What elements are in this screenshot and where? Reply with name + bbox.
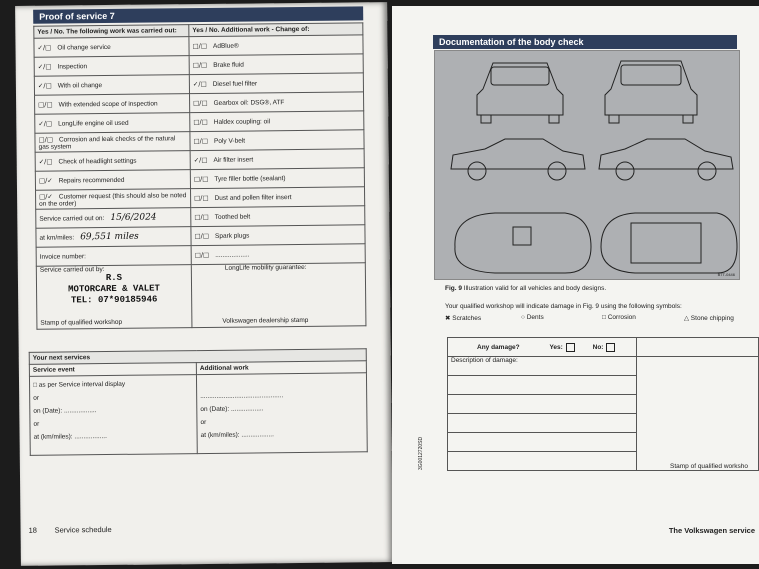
page-label: Service schedule (54, 524, 112, 535)
car-outlines (435, 51, 739, 279)
description-line[interactable] (448, 376, 637, 395)
figure-caption: Fig. 9 Illustration valid for all vehicles and body designs. (445, 285, 607, 292)
additional-item: ✓/□ Air filter insert (190, 149, 364, 170)
description-line[interactable] (448, 452, 637, 471)
yes-checkbox[interactable] (566, 343, 575, 352)
work-item: □/✓ Customer request (this should also be noted on the order) (36, 189, 191, 210)
next-services-table (29, 348, 368, 456)
symbol-corrosion: □ Corrosion (602, 314, 636, 321)
work-item: □/□ Corrosion and leak checks of the natural gas system (35, 132, 190, 153)
work-item: ✓/□ Oil change service (34, 37, 189, 58)
additional-item: □/□ AdBlue® (189, 35, 363, 56)
work-checkbox[interactable]: ✓/□ (37, 81, 52, 90)
symbol-dents: ○ Dents (521, 314, 544, 321)
col-right-header: Yes / No. Additional work - Change of: (189, 23, 363, 37)
work-checkbox[interactable]: □/✓ (39, 192, 53, 201)
stamp-cell: Stamp of qualified worksho (637, 357, 759, 471)
work-item: □/✓ Repairs recommended (35, 170, 190, 191)
additional-item: □/□ Gearbox oil: DSG®, ATF (190, 92, 364, 113)
additional-checkbox[interactable]: □/□ (193, 117, 208, 127)
additional-checkbox[interactable]: □/□ (192, 60, 208, 70)
additional-checkbox[interactable]: □/□ (193, 98, 208, 108)
damage-table (447, 337, 759, 471)
body-check-title: Documentation of the body check (433, 35, 737, 49)
proof-of-service-title: Proof of service 7 (33, 6, 363, 23)
work-item: ✓/□ LongLife engine oil used (35, 113, 190, 134)
left-page (15, 2, 393, 566)
additional-item: □/□ Haldex coupling: oil (190, 111, 364, 132)
work-item: ✓/□ With oil change (34, 75, 189, 96)
next-services-title: Your next services (29, 349, 366, 365)
any-damage-row: Any damage? Yes: No: (448, 338, 637, 357)
mileage: 69,551 miles (80, 231, 139, 243)
extra-row: □/□ Spark plugs (191, 225, 365, 246)
extra-row: □/□ Toothed belt (191, 206, 365, 227)
work-checkbox[interactable]: ✓/□ (37, 62, 52, 71)
description-line[interactable] (448, 414, 637, 433)
additional-checkbox[interactable]: □/□ (194, 193, 209, 203)
page-number: 18 (28, 525, 37, 535)
carried-out-by-cell: Service carried out by: R.S MOTORCARE & VALET TEL: 07*90185946 Stamp of qualified workshop (36, 265, 192, 330)
carried-out-on-cell: Service carried out on: 15/6/2024 (36, 208, 191, 229)
workshop-stamp: R.S MOTORCARE & VALET TEL: 07*90185946 (68, 272, 161, 306)
vehicle-diagram (434, 50, 740, 280)
car-top-view (455, 213, 591, 273)
additional-checkbox[interactable]: □/□ (192, 41, 208, 51)
additional-item: □/□ Poly V-belt (190, 130, 364, 151)
work-checkbox[interactable]: □/□ (38, 135, 54, 144)
additional-item: □/□ Dust and pollen filter insert (191, 187, 365, 208)
car-rear-view (477, 63, 563, 115)
right-footer: The Volkswagen service (668, 526, 755, 535)
additional-work-header: Additional work (196, 361, 366, 375)
additional-checkbox[interactable]: ✓/□ (192, 79, 207, 89)
description-line[interactable] (448, 433, 637, 452)
col-left-header: Yes / No. The following work was carried out: (34, 25, 189, 39)
car-front-view (605, 61, 697, 115)
longlife-cell: LongLife mobility guarantee: Volkswagen dealership stamp (191, 263, 366, 328)
damage-instruction: Your qualified workshop will indicate damage in Fig. 9 using the following symbols: (445, 303, 682, 310)
symbol-scratches: ✖ Scratches (445, 315, 482, 322)
additional-item: □/□ Brake fluid (189, 54, 363, 75)
additional-item: ✓/□ Diesel fuel filter (189, 73, 363, 94)
work-item: ✓/□ Inspection (34, 56, 189, 77)
figure-code: B7T-0446 (717, 272, 735, 277)
work-checkbox[interactable]: ✓/□ (38, 119, 53, 128)
side-code: 3G0012720SD (418, 436, 424, 470)
service-table (33, 22, 366, 329)
no-checkbox[interactable] (606, 343, 615, 352)
additional-checkbox[interactable]: □/□ (193, 136, 209, 146)
additional-checkbox[interactable]: ✓/□ (193, 155, 208, 165)
invoice-cell: Invoice number: (36, 246, 191, 267)
work-item: ✓/□ Check of headlight settings (35, 151, 190, 172)
service-event-cell: □ as per Service interval display or on (Date): .................. or at (km/miles): .................. (29, 375, 197, 456)
work-checkbox[interactable]: □/✓ (38, 176, 53, 185)
description-line[interactable] (448, 395, 637, 414)
additional-item: □/□ Tyre filler bottle (sealant) (190, 168, 364, 189)
work-item: □/□ With extended scope of inspection (35, 94, 190, 115)
work-checkbox[interactable]: ✓/□ (38, 157, 53, 166)
additional-work-cell: .............................................. on (Date): .................. or at (km/miles): .................. (196, 373, 367, 454)
description-label: Description of damage: (448, 357, 637, 376)
additional-checkbox[interactable]: □/□ (193, 174, 209, 184)
service-event-header: Service event (29, 363, 196, 377)
work-checkbox[interactable]: ✓/□ (37, 43, 52, 52)
work-checkbox[interactable]: □/□ (38, 100, 53, 109)
extra-row: □/□ ................... (191, 244, 365, 265)
service-date: 15/6/2024 (110, 212, 157, 223)
symbol-stone-chipping: △ Stone chipping (684, 315, 734, 322)
km-cell: at km/miles: 69,551 miles (36, 227, 191, 248)
car-underbody-view (601, 213, 737, 273)
